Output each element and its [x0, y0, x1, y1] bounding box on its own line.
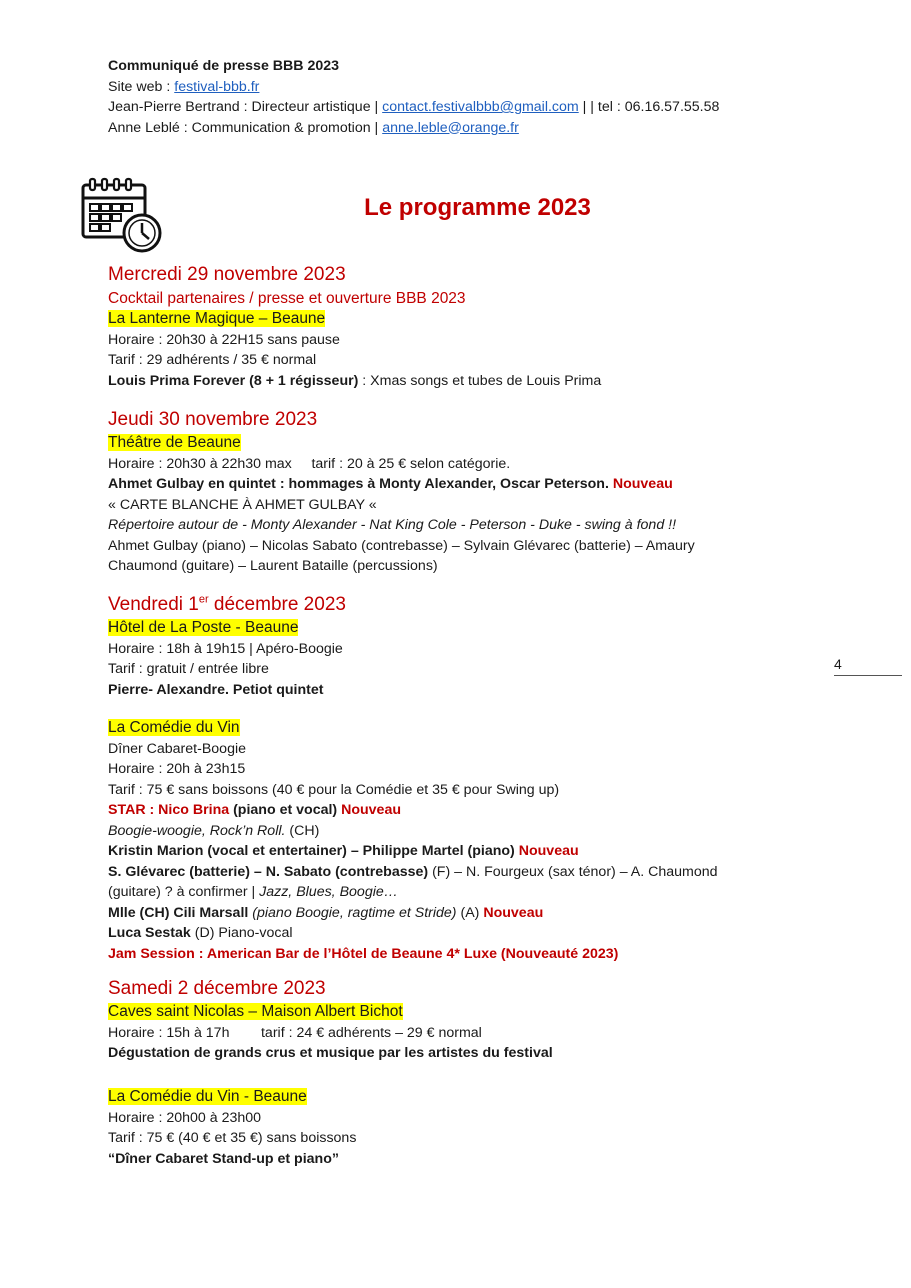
horaire-line: Horaire : 20h00 à 23h00 — [108, 1109, 262, 1126]
repertoire-line: Répertoire autour de - Monty Alexander - Nat King Cole - Peterson - Duke - swing à fond !! — [108, 517, 677, 533]
press-release-title: Communiqué de presse BBB 2023 — [108, 58, 340, 74]
venue-highlight: La Lanterne Magique – Beaune — [108, 310, 326, 327]
horaire-line: Horaire : 20h30 à 22h30 max tarif : 20 à 25 € selon catégorie. — [108, 455, 511, 472]
page-title: Le programme 2023 — [364, 194, 591, 221]
press-header — [108, 56, 719, 138]
horaire-line: Horaire : 20h30 à 22H15 sans pause — [108, 331, 340, 348]
venue-highlight: Caves saint Nicolas – Maison Albert Bichot — [108, 1003, 403, 1020]
event-subtitle: Cocktail partenaires / presse et ouverture BBB 2023 — [108, 290, 466, 307]
section-vendredi-soir — [108, 718, 808, 964]
venue-highlight: La Comédie du Vin — [108, 719, 240, 736]
act-line: Mlle (CH) Cili Marsall (piano Boogie, ragtime et Stride) (A) Nouveau — [108, 904, 544, 921]
act-line: Pierre- Alexandre. Petiot quintet — [108, 681, 324, 698]
musicians-line: Chaumond (guitare) – Laurent Bataille (percussions) — [108, 558, 438, 574]
act-line: Kristin Marion (vocal et entertainer) – Philippe Martel (piano) Nouveau — [108, 843, 579, 859]
musicians-line: Ahmet Gulbay (piano) – Nicolas Sabato (contrebasse) – Sylvain Glévarec (batterie) – Amaury — [108, 537, 695, 554]
tarif-line: Tarif : gratuit / entrée libre — [108, 661, 269, 677]
section-jeudi — [108, 406, 808, 577]
act-line: (guitare) ? à confirmer | Jazz, Blues, Boogie… — [108, 884, 398, 900]
carte-blanche-line: « CARTE BLANCHE À AHMET GULBAY « — [108, 496, 377, 513]
style-line: Boogie-woogie, Rock’n Roll. (CH) — [108, 822, 320, 839]
degustation-line: Dégustation de grands crus et musique par les artistes du festival — [108, 1045, 553, 1061]
horaire-line: Horaire : 18h à 19h15 | Apéro-Boogie — [108, 640, 343, 657]
tarif-line: Tarif : 75 € (40 € et 35 €) sans boissons — [108, 1130, 357, 1146]
section-mercredi — [108, 261, 808, 391]
star-line: STAR : Nico Brina (piano et vocal) Nouveau — [108, 802, 401, 818]
communication-line: Anne Leblé : Communication & promotion | anne.leble@orange.fr — [108, 119, 519, 136]
section-vendredi — [108, 591, 808, 700]
act-line: Ahmet Gulbay en quintet : hommages à Monty Alexander, Oscar Peterson. Nouveau — [108, 476, 673, 492]
section-samedi-soir — [108, 1087, 808, 1169]
venue-highlight: Hôtel de La Poste - Beaune — [108, 619, 299, 636]
communication-email-link[interactable]: anne.leble@orange.fr — [382, 119, 519, 136]
day-heading: Jeudi 30 novembre 2023 — [108, 409, 318, 430]
nouveau-badge: Nouveau — [337, 802, 401, 818]
venue-highlight: Théâtre de Beaune — [108, 434, 241, 451]
horaire-line: Horaire : 15h à 17h tarif : 24 € adhérents – 29 € normal — [108, 1024, 482, 1041]
nouveau-badge: Nouveau — [514, 843, 579, 859]
director-line: Jean-Pierre Bertrand : Directeur artistique | contact.festivalbbb@gmail.com | | tel : 06.16.57.55.58 — [108, 99, 720, 115]
director-email-link[interactable]: contact.festivalbbb@gmail.com — [382, 99, 579, 115]
site-line: Site web : festival-bbb.fr — [108, 78, 260, 95]
diner-line: Dîner Cabaret-Boogie — [108, 740, 247, 757]
day-heading: Vendredi 1er décembre 2023 — [108, 593, 346, 615]
horaire-line: Horaire : 20h à 23h15 — [108, 761, 246, 777]
section-samedi — [108, 975, 808, 1064]
day-heading: Mercredi 29 novembre 2023 — [108, 264, 346, 285]
act-line: S. Glévarec (batterie) – N. Sabato (contrebasse) (F) – N. Fourgeux (sax ténor) – A. Chaumond — [108, 863, 718, 880]
act-line: Luca Sestak (D) Piano-vocal — [108, 925, 293, 941]
nouveau-badge: Nouveau — [479, 904, 544, 921]
diner-line: “Dîner Cabaret Stand-up et piano” — [108, 1150, 339, 1167]
site-link[interactable]: festival-bbb.fr — [174, 78, 260, 95]
nouveau-badge: Nouveau — [608, 476, 673, 492]
day-heading: Samedi 2 décembre 2023 — [108, 978, 326, 999]
page-number: 4 — [834, 656, 902, 676]
tarif-line: Tarif : 29 adhérents / 35 € normal — [108, 352, 317, 368]
venue-highlight: La Comédie du Vin - Beaune — [108, 1088, 307, 1105]
jam-session-line: Jam Session : American Bar de l’Hôtel de Beaune 4* Luxe (Nouveauté 2023) — [108, 945, 619, 962]
tarif-line: Tarif : 75 € sans boissons (40 € pour la Comédie et 35 € pour Swing up) — [108, 781, 560, 798]
act-line: Louis Prima Forever (8 + 1 régisseur) : Xmas songs et tubes de Louis Prima — [108, 372, 602, 389]
